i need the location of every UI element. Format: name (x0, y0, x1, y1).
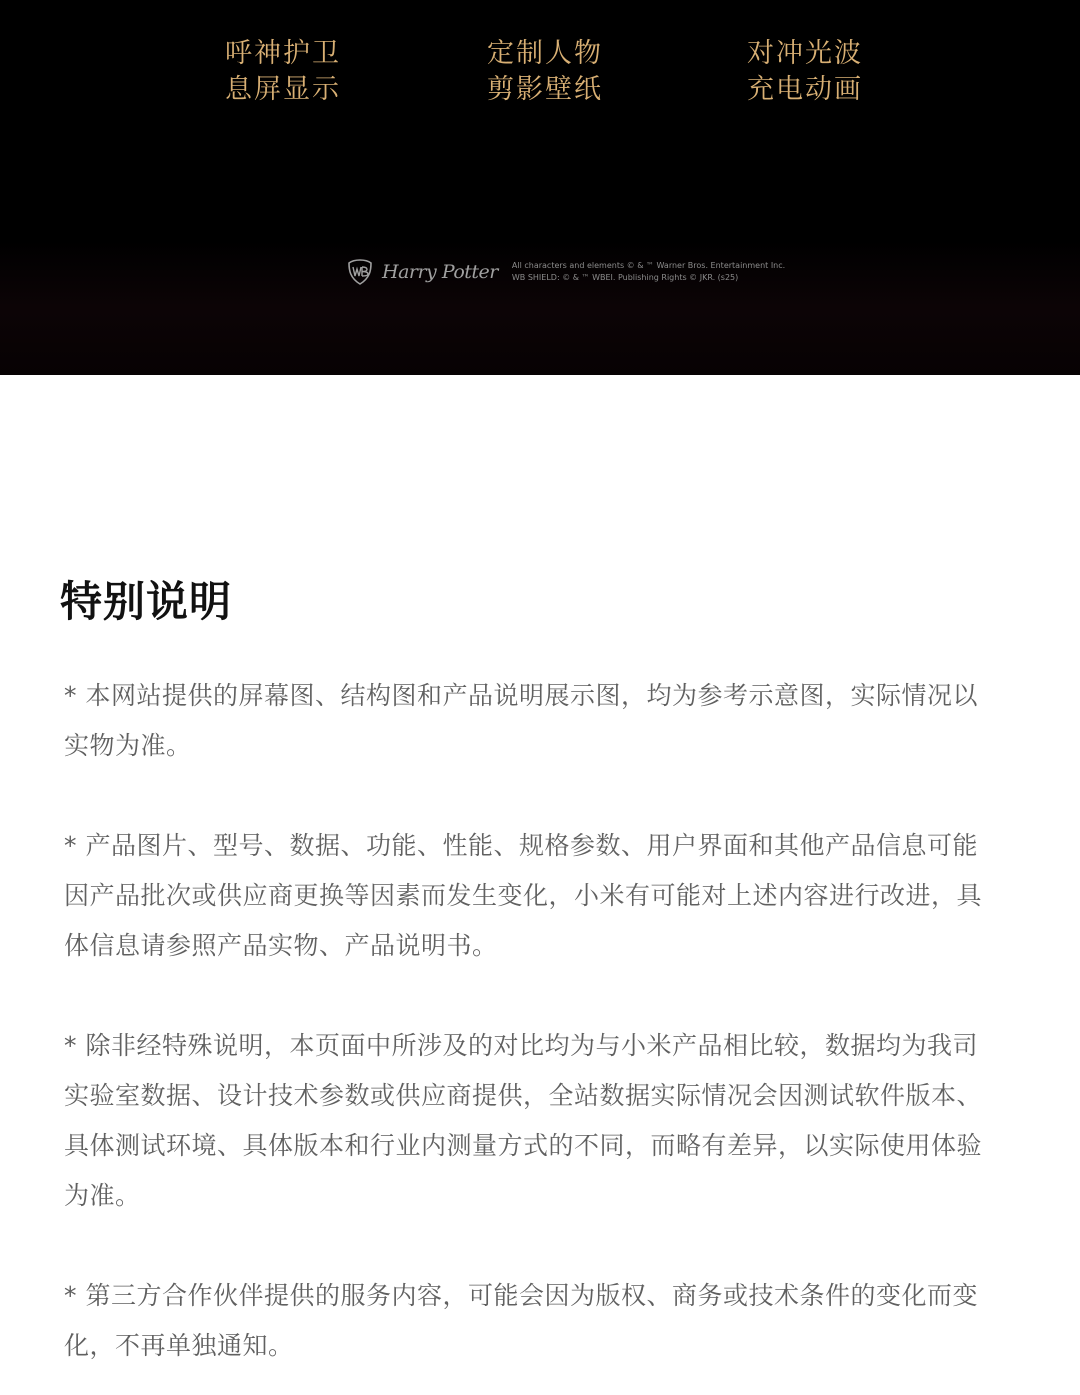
feature-charging-animation (685, 36, 925, 108)
legal-line: WB SHIELD: © & ™ WBEI. Publishing Rights © JKR. (s25) (511, 273, 739, 282)
note-item: * 除非经特殊说明，本页面中所涉及的对比均为与小米产品相比较，数据均为我司实验室数据、设计技术参数或供应商提供，全站数据实际情况会因测试软件版本、具体测试环境、具体版本和行业内测量方式的不同，而略有差异，以实际使用体验为准。 (64, 1031, 983, 1210)
wb-shield-icon (346, 258, 374, 286)
feature-patronus-aod (163, 36, 403, 108)
legal-text (512, 260, 785, 284)
special-notes-section (0, 375, 1080, 1395)
harry-potter-logo: Harry Potter (382, 261, 498, 283)
copyright-notice (346, 256, 785, 288)
note-item: * 本网站提供的屏幕图、结构图和产品说明展示图，均为参考示意图，实际情况以实物为准。 (64, 681, 978, 760)
section-title: 特别说明 (60, 577, 233, 626)
feature-line: 剪影壁纸 (487, 74, 603, 105)
feature-line: 息屏显示 (225, 74, 341, 105)
feature-line: 充电动画 (747, 74, 863, 105)
legal-line: All characters and elements © & ™ Warner Bros. Entertainment Inc. (511, 261, 786, 270)
hero-banner (0, 0, 1080, 375)
feature-line: 呼神护卫 (225, 38, 341, 69)
feature-character-wallpaper (425, 36, 665, 108)
feature-line: 对冲光波 (747, 38, 863, 69)
feature-line: 定制人物 (487, 38, 603, 69)
note-item: * 第三方合作伙伴提供的服务内容，可能会因为版权、商务或技术条件的变化而变化，不再单独通知。 (64, 1281, 978, 1360)
note-item: * 产品图片、型号、数据、功能、性能、规格参数、用户界面和其他产品信息可能因产品批次或供应商更换等因素而发生变化，小米有可能对上述内容进行改进，具体信息请参照产品实物、产品说明书。 (64, 831, 983, 960)
